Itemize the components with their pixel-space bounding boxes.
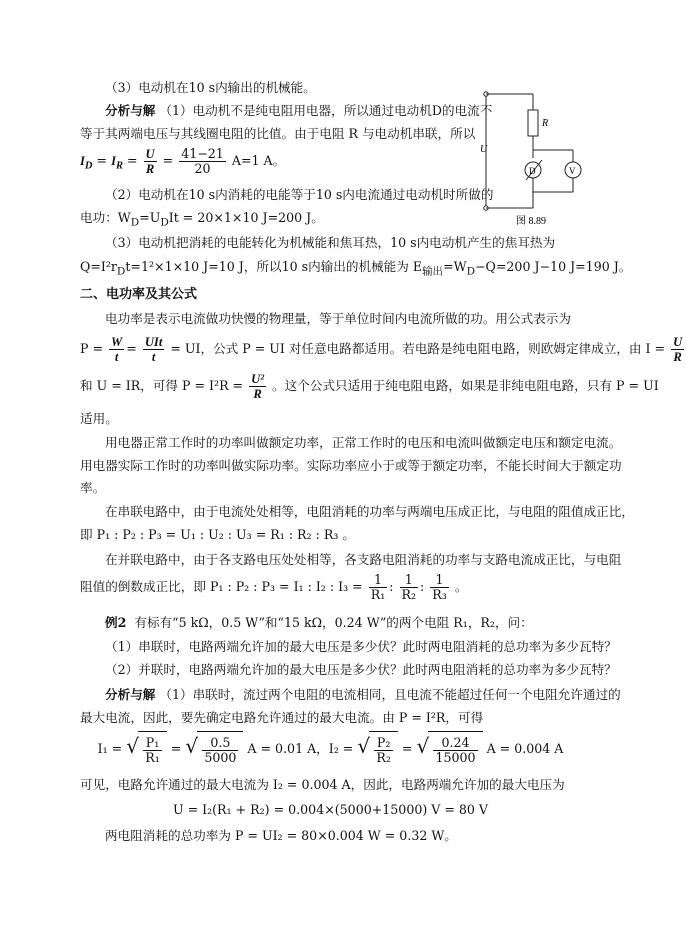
analysis-part-2b: 电功：$W_D=U_DIt = 20\times 1\times 10$ J=200 J。 (80, 210, 324, 229)
figure-label-v: V (569, 166, 576, 176)
current-equation: I₁ = √ $\frac{\text{P₁}}{\text{R₁}}$ = √ $\frac{0.5}{5000}$ A = 0.01 A，I₂ = √ $\frac{\text{P₂}}{\text{R₂}}$ = √ $\frac{0.24}{15000}$ A = 0.004 A (80, 731, 581, 768)
question-2: （2）并联时，电路两端允许加的最大电压是多少伏？此时两电阻消耗的总功率为多少瓦特？ (105, 662, 617, 677)
series-text: 在串联电路中，由于电流处处相等，电阻消耗的功率与两端电压成正比，与电阻的阻值成正比， (105, 504, 634, 519)
solution-line-2: 最大电流，因此，要先确定电路允许通过的最大电流。由 P = I²R，可得 (80, 710, 484, 725)
rated-power-1: 用电器正常工作时的功率叫做额定功率，正常工作时的电压和电流叫做额定电压和额定电流。 (105, 435, 622, 450)
analysis-part-3b: $Q=I^2r_Dt=1^2\times 1\times 10$ J=10 J，所以10 s内输出的机械能为 $E_{输出}=W_D-Q=200$ J−10 J=190 J。 (80, 259, 632, 278)
question-1: （1）串联时，电路两端允许加的最大电压是多少伏？此时两电阻消耗的总功率为多少瓦特？ (105, 639, 617, 654)
max-current-text: 可见，电路允许通过的最大电流为 I₂ = 0.004 A，因此，电路两端允许加的最大电压为 (80, 777, 565, 792)
figure-label-d: D (529, 166, 536, 176)
voltage-equation: U = I₂(R₁ + R₂) = 0.004×(5000+15000) V = 80 V (172, 802, 489, 817)
analysis-line-1: 分析与解 （1）电动机不是纯电阻用电器，所以通过电动机D的电流不 (105, 103, 493, 118)
total-power-text: 两电阻消耗的总功率为 P = UI₂ = 80×0.004 W = 0.32 W。 (105, 828, 457, 843)
figure-label-r: R (542, 118, 549, 129)
analysis-part-3: （3）电动机把消耗的电能转化为机械能和焦耳热，10 s内电动机产生的焦耳热为 (105, 235, 556, 250)
power-formula: P = $\frac{W}{t}$ = $\frac{\text{UIt}}{t}$ = UI，公式 P = UI 对任意电路都适用。若电路是纯电阻电路，则欧姆定律成立，由 I = $\frac{U}{R}$ (80, 335, 683, 364)
power-formula-end: 适用。 (80, 411, 118, 426)
power-intro: 电功率是表示电流做功快慢的物理量，等于单位时间内电流所做的功。用公式表示为 (105, 311, 571, 326)
analysis-label: 分析与解 (105, 103, 156, 118)
problem-part-3: （3）电动机在10 s内输出的机械能。 (105, 80, 316, 95)
analysis-line-2: 等于其两端电压与其线圈电阻的比值。由于电阻 R 与电动机串联，所以 (80, 126, 476, 141)
series-ratio: 即 P₁ : P₂ : P₃ = U₁ : U₂ : U₃ = R₁ : R₂ : R₃ 。 (80, 527, 355, 542)
rated-power-3: 率。 (80, 480, 106, 495)
analysis-part-2: （2）电动机在10 s内消耗的电能等于10 s内电流通过电动机时所做的 (105, 187, 494, 202)
example-2: 例2 有标有“5 kΩ，0.5 W”和“15 kΩ，0.24 W”的两个电阻 R₁，R₂，问： (105, 615, 533, 630)
section-title: 二、电功率及其公式 (80, 287, 198, 302)
figure-caption: 图 8.89 (516, 216, 546, 227)
figure-label-u: U (480, 144, 488, 155)
parallel-ratio: 阻值的倒数成正比，即 P₁ : P₂ : P₃ = I₁ : I₂ : I₃ = $\frac{1}{\text{R₁}}$ : $\frac{1}{\text{R₂}}$ : $\frac{1}{\text{R₃}}$ 。 (80, 572, 468, 602)
equation-current: $I_D = I_R$ = $\frac{U}{R}$ = $\frac{41-21}{20}$ A=1 A。 (80, 146, 286, 176)
solution-line-1: 分析与解 （1）串联时，流过两个电阻的电流相同，且电流不能超过任何一个电阻允许通过的 (105, 687, 621, 702)
parallel-text: 在并联电路中，由于各支路电压处处相等，各支路电阻消耗的功率与支路电流成正比，与电阻 (105, 552, 622, 567)
power-formula-2: 和 U = IR，可得 P = I²R = $\frac{\text{U²}}{R}$ 。这个公式只适用于纯电阻电路，如果是非纯电阻电路，只有 P = UI (80, 372, 659, 401)
rated-power-2: 用电器实际工作时的功率叫做实际功率。实际功率应小于或等于额定功率，不能长时间大于额定功 (80, 458, 622, 473)
